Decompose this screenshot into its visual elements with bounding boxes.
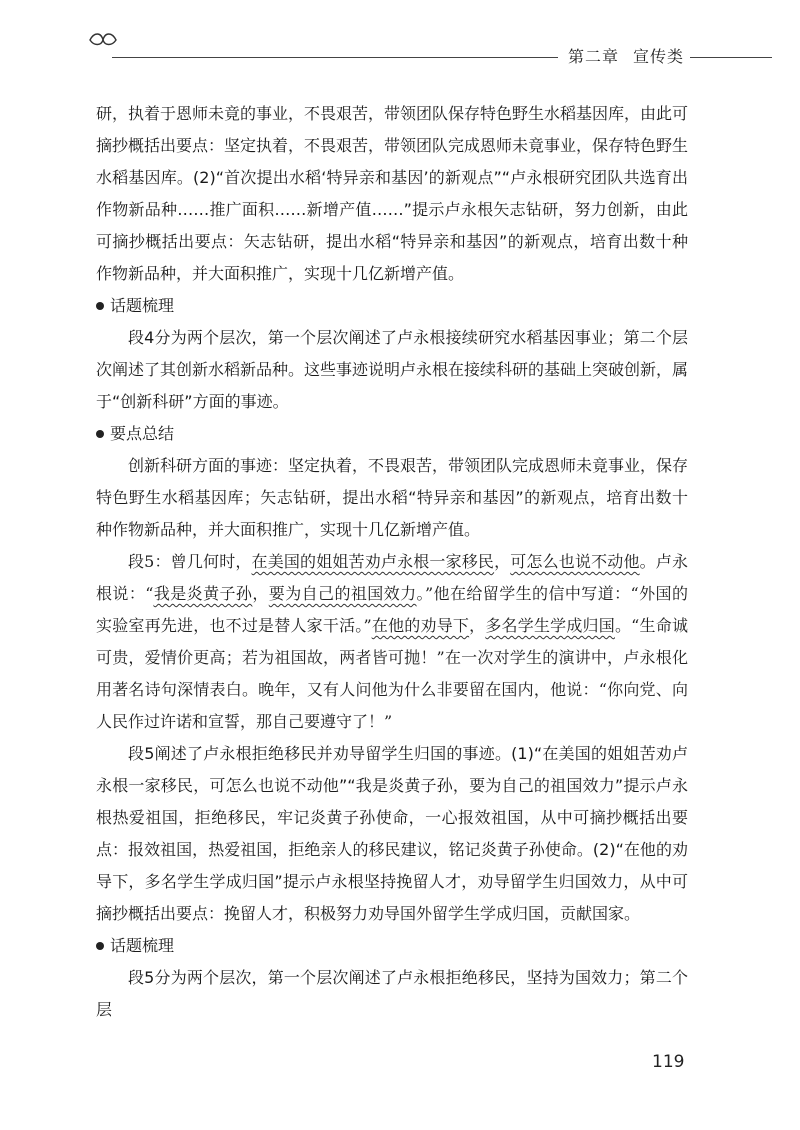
header-rule-left (112, 57, 558, 58)
paragraph-analysis-5: 段5阐述了卢永根拒绝移民并劝导留学生归国的事迹。(1)“在美国的姐姐苦劝卢永根一家移民，可怎么也说不动他”“我是炎黄子孙，要为自己的祖国效力”提示卢永根热爱祖国，拒绝移民，牢记炎黄子孙使命，一心报效祖国，从中可摘抄概括出要点：报效祖国，热爱祖国，拒绝亲人的移民建议，铭记炎黄子孙使命。(2)“在他的劝导下，多名学生学成归国”提示卢永根坚持挽留人才，劝导留学生归国效力，从中可摘抄概括出要点：挽留人才，积极努力劝导国外留学生学成归国，贡献国家。 (96, 744, 688, 923)
bullet-dot-icon (96, 942, 104, 950)
page-body (96, 98, 688, 1026)
header-rule-right (690, 57, 772, 58)
chapter-category: 宣传类 (633, 47, 685, 66)
paragraph-summary: 创新科研方面的事迹：坚定执着，不畏艰苦，带领团队完成恩师未竟事业，保存特色野生水稻基因库；矢志钻研，提出水稻“特异亲和基因”的新观点，培育出数十种作物新品种，并大面积推广，实现十几亿新增产值。 (96, 456, 689, 539)
bullet-dot-icon (96, 302, 104, 310)
paragraph-continued: 研，执着于恩师未竟的事业，不畏艰苦，带领团队保存特色野生水稻基因库，由此可摘抄概括出要点：坚定执着，不畏艰苦，带领团队完成恩师未竟事业，保存特色野生水稻基因库。(2)“首次提出水稻‘特异亲和基因’的新观点”“卢永根研究团队共选育出作物新品种……推广面积……新增产值……”提示卢永根矢志钻研，努力创新，由此可摘抄概括出要点：矢志钻研，提出水稻“特异亲和基因”的新观点，培育出数十种作物新品种，并大面积推广，实现十几亿新增产值。 (96, 104, 689, 283)
chapter-number: 第二章 (568, 47, 620, 66)
page-header (0, 0, 800, 80)
section-heading-topic (96, 290, 688, 322)
bullet-dot-icon (96, 430, 104, 438)
paragraph-topic-analysis: 段4分为两个层次，第一个层次阐述了卢永根接续研究水稻基因事业；第二个层次阐述了其创新水稻新品种。这些事迹说明卢永根在接续科研的基础上突破创新，属于“创新科研”方面的事迹。 (96, 328, 689, 411)
decorative-leaf-icon (88, 32, 118, 48)
annotated-phrase: 要为自己的祖国效力 (268, 584, 417, 603)
annotated-phrase: 多名学生学成归国 (485, 616, 615, 635)
page-number: 119 (652, 1052, 685, 1072)
section-heading-text: 话题梳理 (110, 936, 175, 955)
annotated-phrase: 在美国的姐姐苦劝卢永根一家移民 (251, 552, 495, 571)
annotated-phrase: 我是炎黄子孙 (153, 584, 253, 603)
section-heading-text: 要点总结 (110, 424, 175, 443)
annotated-phrase: 可怎么也说不动他 (510, 552, 640, 571)
section-heading-text: 话题梳理 (110, 296, 175, 315)
section-heading-topic-2 (96, 930, 688, 962)
section-heading-summary (96, 418, 688, 450)
source-passage-5: 段5：曾几何时，在美国的姐姐苦劝卢永根一家移民，可怎么也说不动他。卢永根说：“我是炎黄子孙，要为自己的祖国效力。”他在给留学生的信中写道：“外国的实验室再先进，也不过是替人家干活。”在他的劝导下，多名学生学成归国。“生命诚可贵，爱情价更高；若为祖国故，两者皆可抛！”在一次对学生的演讲中，卢永根化用著名诗句深情表白。晚年，又有人问他为什么非要留在国内，他说：“你向党、向人民作过许诺和宣誓，那自己要遵守了！” (96, 552, 688, 731)
paragraph-topic-analysis-5: 段5分为两个层次，第一个层次阐述了卢永根拒绝移民，坚持为国效力；第二个层 (96, 968, 688, 1019)
annotated-phrase: 在他的劝导下 (371, 616, 470, 635)
chapter-title (568, 44, 684, 67)
